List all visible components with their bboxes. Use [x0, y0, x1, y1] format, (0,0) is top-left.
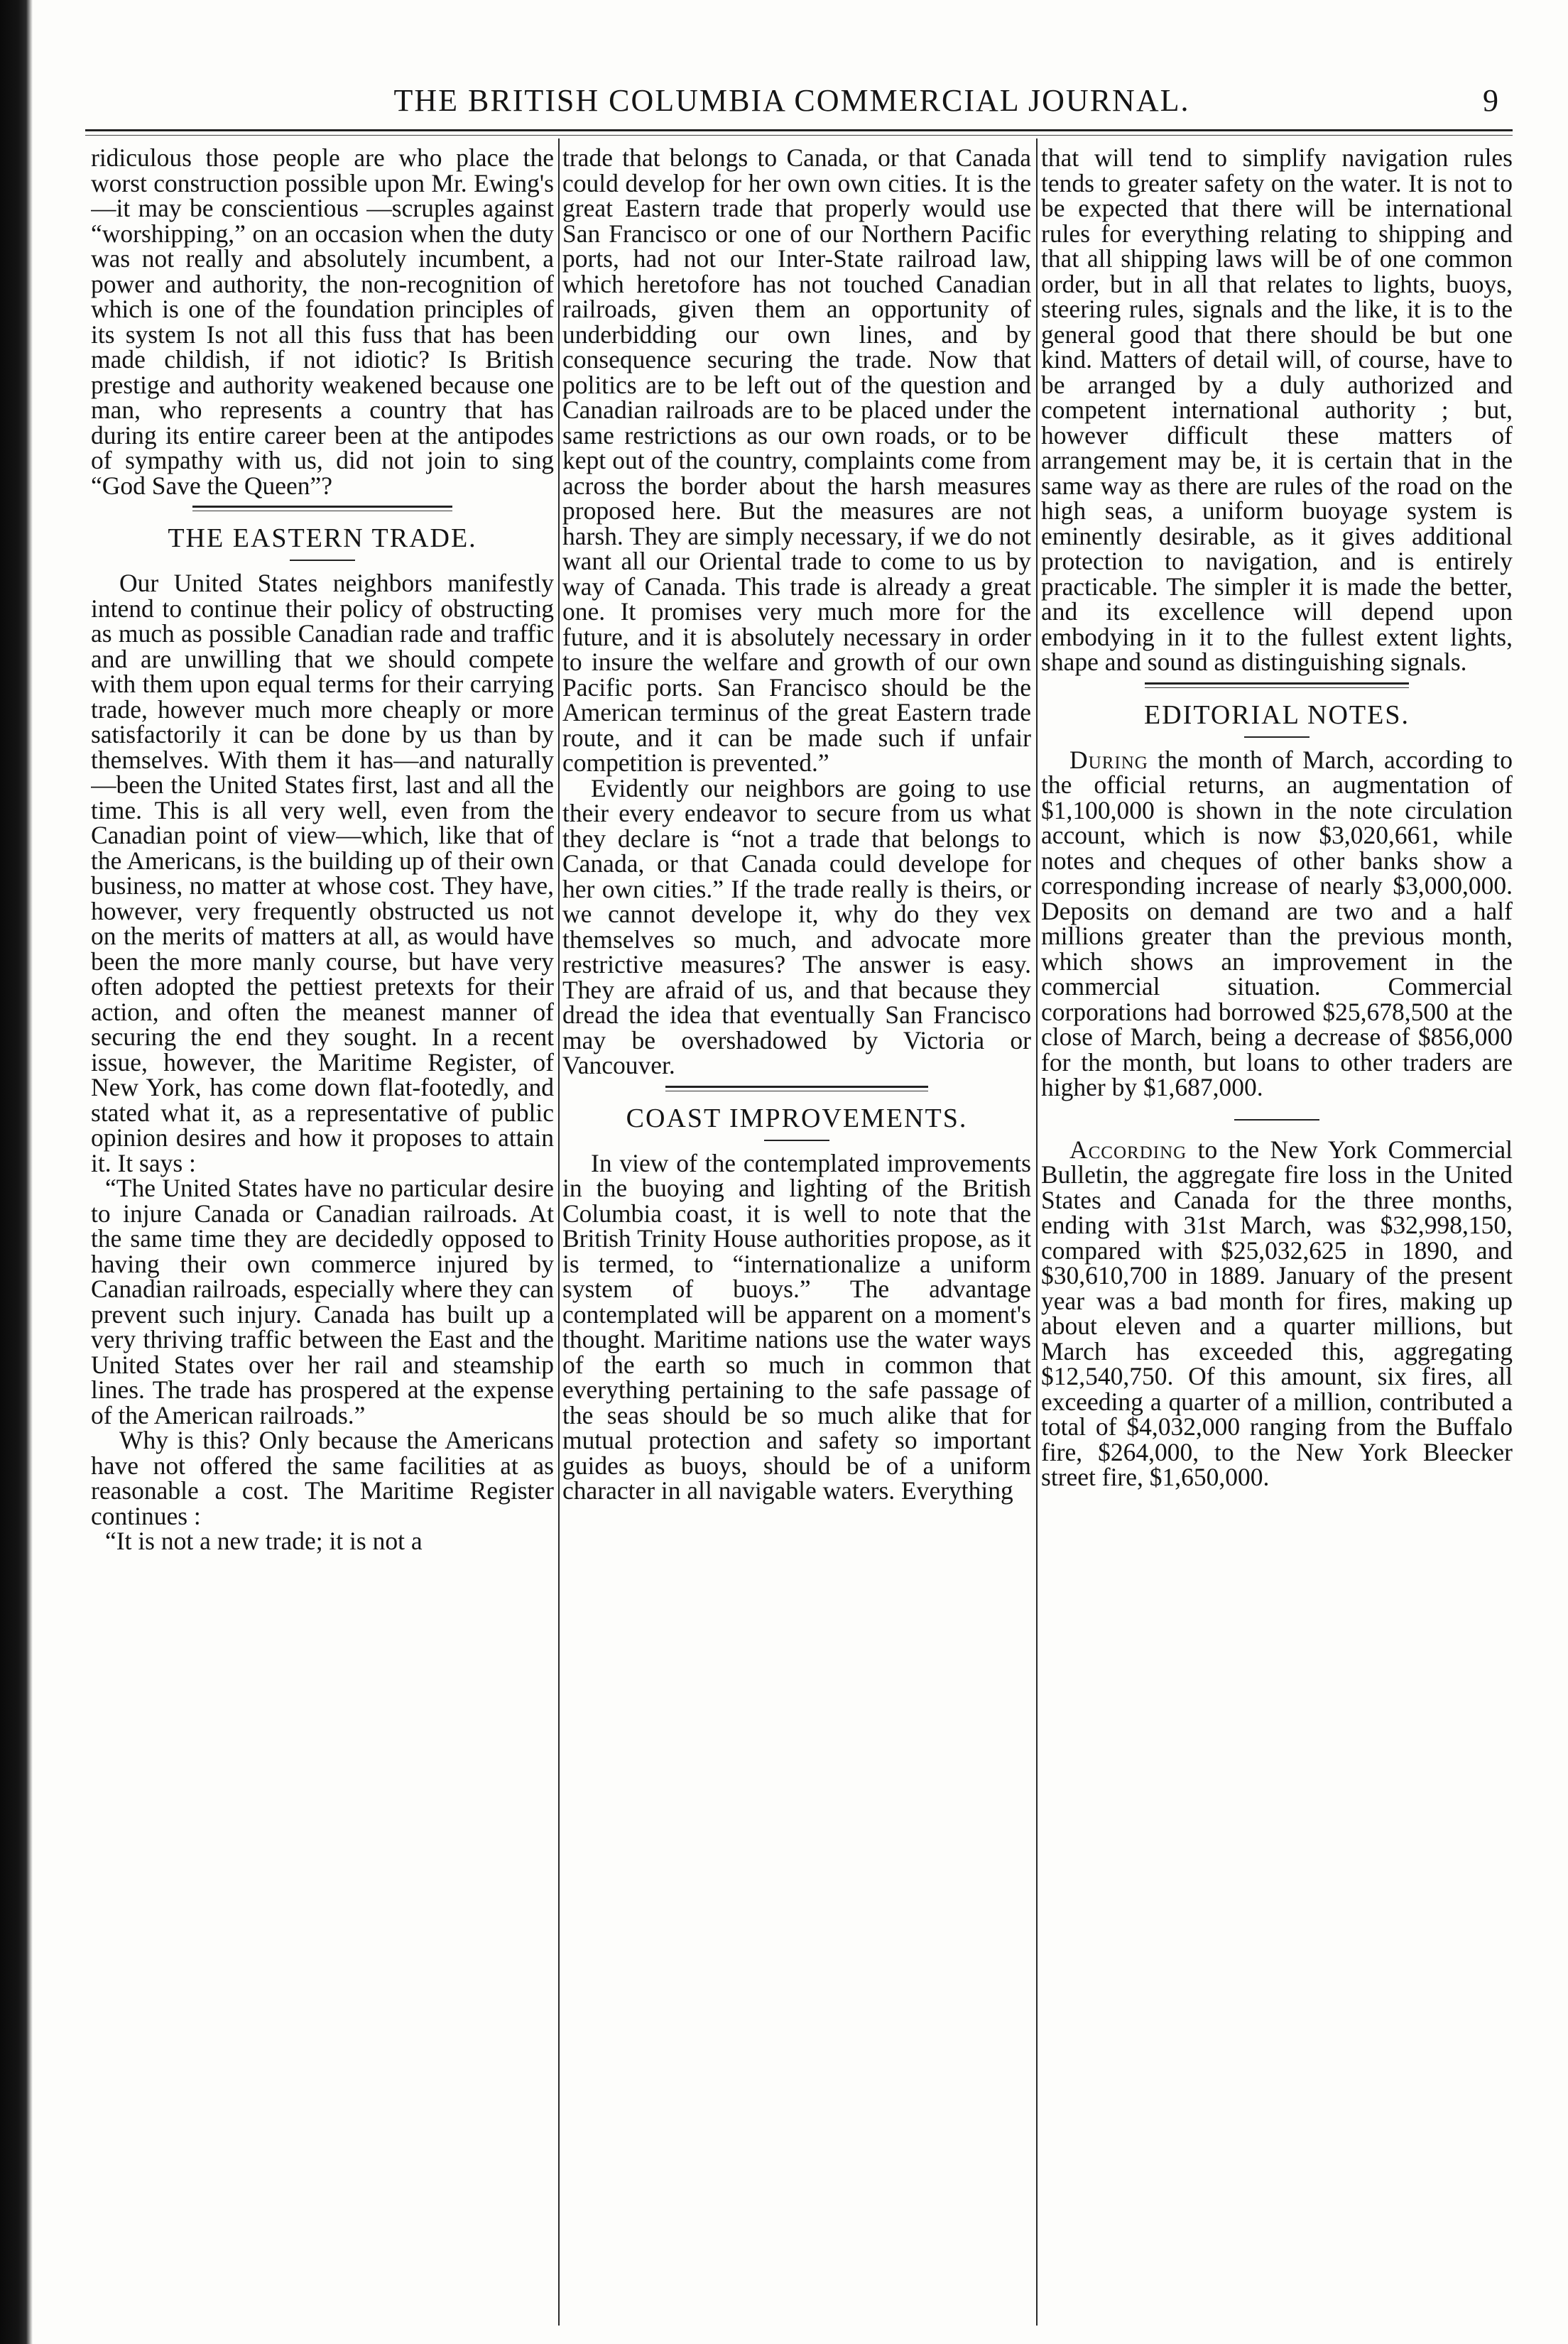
quotation: “The United States have no particular desire to injure Canada or Canadian railroads. At the same time they are decidedly opposed to having their own commerce injured by Canadian railroads, especially where they can prevent such injury. Canada has built up a very thriving traffic between the East and the United States over her rail and steamship lines. The trade has prospered at the expense of the American railroads.” — [91, 1174, 554, 1429]
section-rule — [1145, 682, 1409, 688]
heading-eastern-trade: THE EASTERN TRADE. — [168, 523, 477, 553]
heading-editorial-notes: EDITORIAL NOTES. — [1144, 699, 1410, 730]
page-number: 9 — [1483, 83, 1498, 118]
journal-title: THE BRITISH COLUMBIA COMMERCIAL JOURNAL. — [393, 83, 1190, 118]
heading-rule — [290, 560, 354, 561]
header-rule-thin — [85, 135, 1513, 136]
column-1 — [91, 146, 554, 2318]
heading-rule — [764, 1140, 829, 1141]
note-lead: During — [1069, 745, 1148, 774]
section-rule — [192, 506, 452, 511]
header-rule — [85, 129, 1513, 131]
paragraph: In view of the contemplated improvements in the buoying and lighting of the British Columbia coast, it is well to note that the British Trinity House authorities propose, as it is termed, to “internationalize a uniform system of buoys.” The advantage contemplated will be apparent on a moment's thought. Maritime nations use the water ways of the earth so much in common that everything pertaining to the safe passage of the seas should be so much alike that for mutual protection and safety so important guides as buoys, should be of a uniform character in all navigable waters. Everything — [562, 1148, 1031, 1505]
column-divider — [558, 138, 560, 2326]
paragraph: trade that belongs to Canada, or that Canada could develop for her own own cities. It is the great Eastern trade that properly would use San Francisco or one of our Northern Pacific ports, had not our Inter-State railroad law, which heretofore has not touched Canadian railroads, given them an opportunity of underbidding our own lines, and by consequence securing the trade. Now that politics are to be left out of the question and Canadian railroads are to be placed under the same restrictions as our own roads, or to be kept out of the country, complaints come from across the border about the harsh measures proposed here. But the measures are not harsh. They are simply necessary, if we do not want all our Oriental trade to come to us by way of Canada. This trade is already a great one. It promises very much more for the future, and it is absolutely necessary in order to insure the welfare and growth of our own Pacific ports. San Francisco should be the American terminus of the great Eastern trade route, and it can be made such if unfair competition is prevented.” — [562, 146, 1031, 777]
page-header — [85, 80, 1498, 129]
paragraph: Our United States neighbors manifestly intend to continue their policy of obstructing as much as possible Canadian rade and traffic and are unwilling that we should compete with them upon equal terms for their carrying trade, however much more cheaply or more satisfactorily it can be done by us than by themselves. With them it has—and naturally—been the United States first, last and all the time. This is all very well, even from the Canadian point of view—which, like that of the Americans, is the building up of their own business, no matter at whose cost. They have, however, very frequently obstructed us not on the merits of matters at all, as would have been the more manly course, but have very often adopted the pettiest pretexts for their action, and often the meanest manner of securing the end they sought. In a recent issue, however, the Maritime Register, of New York, has come down flat-footedly, and stated what it, as a representative of public opinion desires and how it proposes to attain it. It says : — [91, 569, 554, 1177]
column-2 — [562, 146, 1031, 2318]
editorial-note — [1041, 1135, 1513, 1491]
section-rule — [665, 1086, 928, 1091]
note-lead: According — [1069, 1135, 1187, 1164]
note-body: the month of March, according to the official returns, an augmentation of $1,100,000 is shown in the note circulation account, which is now $3,020,661, while notes and cheques of other banks show a corresponding increase of nearly $3,000,000. Deposits on demand are two and a half millions greater than the previous month, which shows an improvement in the commercial situation. Commercial corporations had borrowed $25,678,500 at the close of March, being a decrease of $856,000 for the month, but loans to other traders are higher by $1,687,000. — [1041, 745, 1513, 1101]
heading-coast-improvements: COAST IMPROVEMENTS. — [626, 1103, 968, 1133]
paragraph: that will tend to simplify navigation rules tends to greater safety on the water. It is not to be expected that there will be international rules for everything relating to shipping and that all shipping laws will be of one common order, but in all that relates to lights, buoys, steering rules, signals and the like, it is to the general good that there should be but one kind. Matters of detail will, of course, have to be arranged by a duly authorized and competent international authority ; but, however difficult these matters of arrangement may be, it is certain that in the same way as there are rules of the road on the high seas, a uniform buoyage system is eminently desirable, as it gives additional protection to navigation, and is entirely practicable. The simpler it is made the better, and its excellence will depend upon embodying in it to the fullest extent lights, shape and sound as distinguishing signals. — [1041, 146, 1513, 676]
editorial-note — [1041, 745, 1513, 1101]
note-separator — [1234, 1119, 1319, 1121]
paragraph: ridiculous those people are who place the worst construction possible upon Mr. Ewing's—it may be conscientious —scruples against “worshipping,” on an occasion when the duty was not really and absolutely incumbent, a power and authority, the non-recognition of which is one of the foundation principles of its system Is not all this fuss that has been made childish, if not idiotic? Is British prestige and authority weakened because one man, who represents a country that has during its entire career been at the antipodes of sympathy with us, did not join to sing “God Save the Queen”? — [91, 146, 554, 500]
paragraph: Why is this? Only because the Americans have not offered the same facilities at as reasonable a cost. The Maritime Register continues : — [91, 1426, 554, 1530]
quotation: “It is not a new trade; it is not a — [105, 1527, 423, 1555]
note-body: to the New York Commercial Bulletin, the aggregate fire loss in the United States and Canada for the three months, ending with 31st March, was $32,998,150, compared with $25,032,625 in 1890, and $30,610,700 in 1889. January of the present year was a bad month for fires, making up about eleven and a quarter millions, but March has exceeded this, aggregating $12,540,750. Of this amount, six fires, all exceeding a quarter of a million, contributed a total of $4,032,000 ranging from the Buffalo fire, $264,000, to the New York Bleecker street fire, $1,650,000. — [1041, 1135, 1513, 1491]
column-divider — [1036, 138, 1038, 2326]
heading-rule — [1244, 736, 1310, 738]
page-binding-edge — [0, 0, 33, 2344]
column-3 — [1041, 146, 1513, 2318]
paragraph: Evidently our neighbors are going to use their every endeavor to secure from us what they declare is “not a trade that belongs to Canada, or that Canada could develope for her own cities.” If the trade really is theirs, or we cannot develope it, why do they vex themselves so much, and advocate more restrictive measures? The answer is easy. They are afraid of us, and that because they dread the idea that eventually San Francisco may be overshadowed by Victoria or Vancouver. — [562, 773, 1031, 1079]
